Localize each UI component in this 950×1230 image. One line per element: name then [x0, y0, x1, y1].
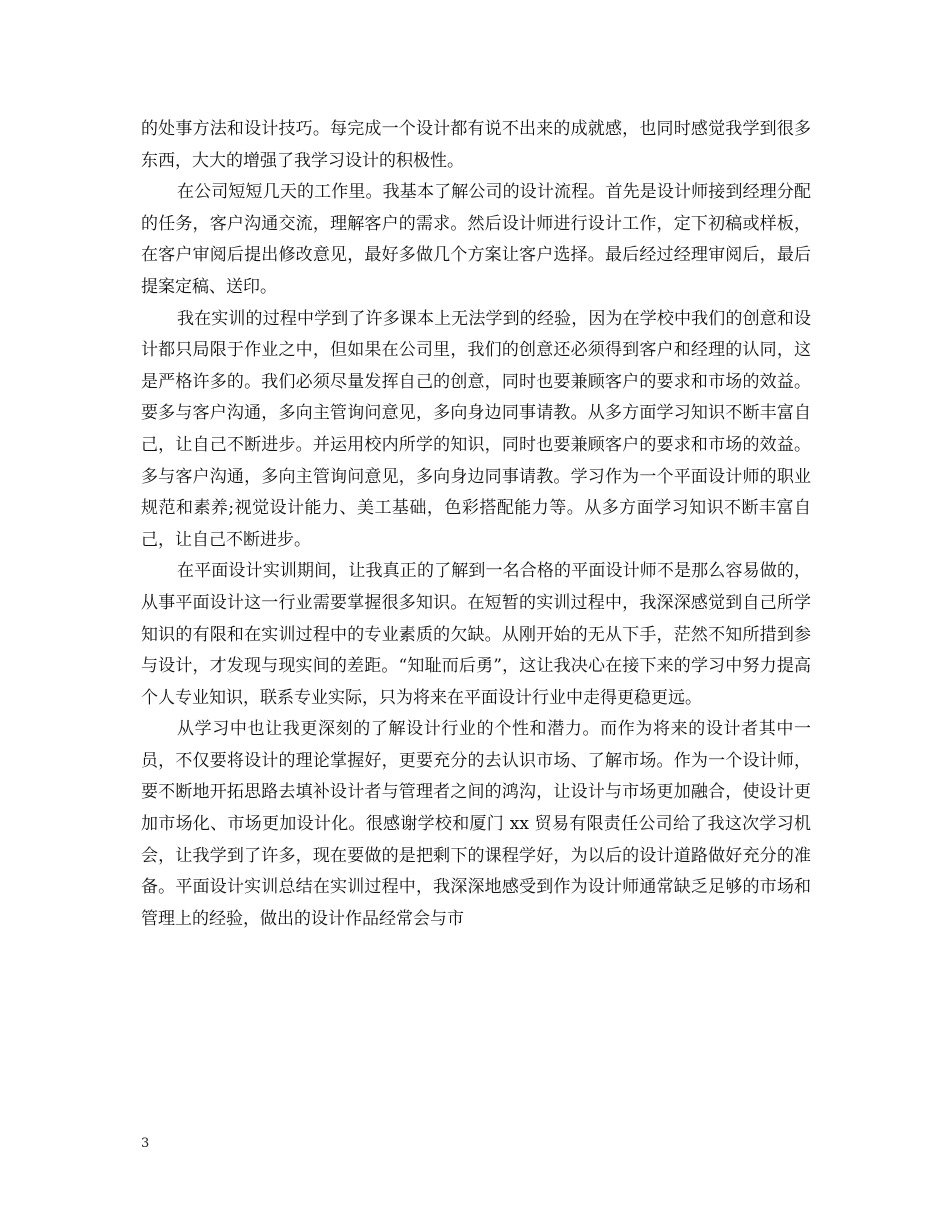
paragraph-5: 从学习中也让我更深刻的了解设计行业的个性和潜力。而作为将来的设计者其中一员，不仅要将设计的理论掌握好，更要充分的去认识市场、了解市场。作为一个设计师，要不断地开拓思路去填补设计者与管理者之间的鸿沟，让设计与市场更加融合，使设计更加市场化、市场更加设计化。很感谢学校和厦门 xx 贸易有限责任公司给了我这次学习机会，让我学到了许多，现在要做的是把剩下的课程学好，为以后的设计道路做好充分的准备。平面设计实训总结在实训过程中，我深深地感受到作为设计师通常缺乏足够的市场和管理上的经验，做出的设计作品经常会与市 [141, 719, 811, 929]
body-text [141, 114, 811, 935]
paragraph-4: 在平面设计实训期间，让我真正的了解到一名合格的平面设计师不是那么容易做的，从事平面设计这一行业需要掌握很多知识。在短暂的实训过程中，我深深感觉到自己所学知识的有限和在实训过程中的专业素质的欠缺。从刚开始的无从下手，茫然不知所措到参与设计，才发现与现实间的差距。“知耻而后勇”，这让我决心在接下来的学习中努力提高个人专业知识，联系专业实际，只为将来在平面设计行业中走得更稳更远。 [141, 561, 811, 708]
page-number: 3 [141, 1136, 150, 1151]
paragraph-2: 在公司短短几天的工作里。我基本了解公司的设计流程。首先是设计师接到经理分配的任务，客户沟通交流，理解客户的需求。然后设计师进行设计工作，定下初稿或样板，在客户审阅后提出修改意见，最好多做几个方案让客户选择。最后经过经理审阅后，最后提案定稿、送印。 [141, 182, 811, 297]
paragraph-1: 的处事方法和设计技巧。每完成一个设计都有说不出来的成就感，也同时感觉我学到很多东西，大大的增强了我学习设计的积极性。 [141, 119, 811, 171]
paragraph-3: 我在实训的过程中学到了许多课本上无法学到的经验，因为在学校中我们的创意和设计都只局限于作业之中，但如果在公司里，我们的创意还必须得到客户和经理的认同，这是严格许多的。我们必须尽量发挥自己的创意，同时也要兼顾客户的要求和市场的效益。要多与客户沟通，多向主管询问意见，多向身边同事请教。从多方面学习知识不断丰富自己，让自己不断进步。并运用校内所学的知识，同时也要兼顾客户的要求和市场的效益。多与客户沟通，多向主管询问意见，多向身边同事请教。学习作为一个平面设计师的职业规范和素养;视觉设计能力、美工基础，色彩搭配能力等。从多方面学习知识不断丰富自己，让自己不断进步。 [141, 308, 811, 550]
